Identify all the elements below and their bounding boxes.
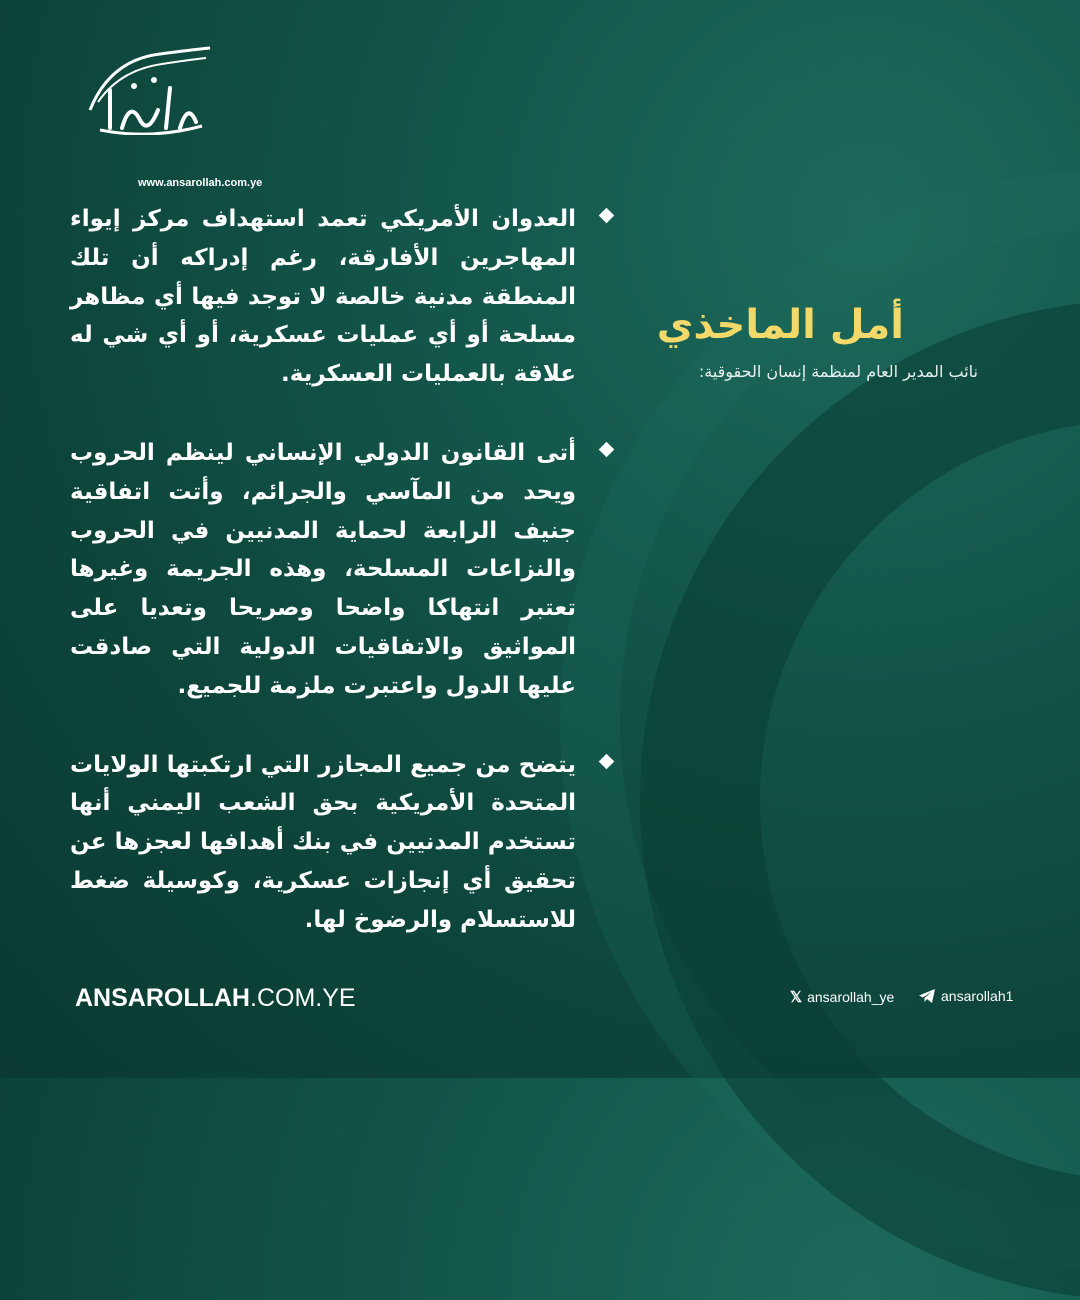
x-icon: 𝕏 <box>790 989 803 1006</box>
diamond-bullet-icon <box>599 208 615 224</box>
ansarollah-logo <box>60 40 263 189</box>
footer-brand-domain: .COM.YE <box>250 984 356 1012</box>
telegram-social-link[interactable] <box>918 988 1013 1004</box>
speaker-name: أمل الماخذي <box>656 302 904 348</box>
quote-paragraph-text: العدوان الأمريكي تعمد استهداف مركز إيواء المهاجرين الأفارقة، رغم إدراكه أن تلك المنطقة مدنية خالصة لا توجد فيها أي مظاهر مسلحة أو أي عمليات عسكرية، أو أي شي له علاقة بالعمليات العسكرية. <box>70 206 576 388</box>
diamond-bullet-icon <box>599 442 615 458</box>
quote-paragraph-text: يتضح من جميع المجازر التي ارتكبتها الولايات المتحدة الأمريكية بحق الشعب اليمني أنها تستخدم المدنيين في بنك أهدافها لعجزها عن تحقيق أي إنجازات عسكرية، وكوسيلة ضغط للاستسلام والرضوخ لها. <box>70 751 576 933</box>
calligraphy-emblem-icon <box>70 40 220 135</box>
logo-url-text: www.ansarollah.com.ye <box>138 177 263 189</box>
quote-paragraph <box>70 200 618 394</box>
diamond-bullet-icon <box>599 753 615 769</box>
x-handle: ansarollah_ye <box>807 989 895 1005</box>
quote-paragraph-text: أتى القانون الدولي الإنساني لينظم الحروب ويحد من المآسي والجرائم، وأتت اتفاقية جنيف الرابعة لحماية المدنيين في الحروب والنزاعات المسلحة، وهذه الجريمة وغيرها تعتبر انتهاكا واضحا وصريحا وتعديا على المواثيق والاتفاقيات الدولية التي صادقت عليها الدول واعتبرت ملزمة للجميع. <box>70 439 576 699</box>
telegram-handle: ansarollah1 <box>941 988 1014 1004</box>
quote-list <box>70 200 618 980</box>
telegram-icon <box>918 988 936 1004</box>
speaker-title: نائب المدير العام لمنظمة إنسان الحقوقية: <box>698 362 978 381</box>
quote-paragraph <box>70 434 618 706</box>
quote-paragraph <box>70 746 618 940</box>
x-social-link[interactable] <box>790 988 894 1006</box>
footer-brand-bold: ANSAROLLAH <box>75 984 250 1012</box>
footer-website[interactable] <box>75 984 356 1013</box>
